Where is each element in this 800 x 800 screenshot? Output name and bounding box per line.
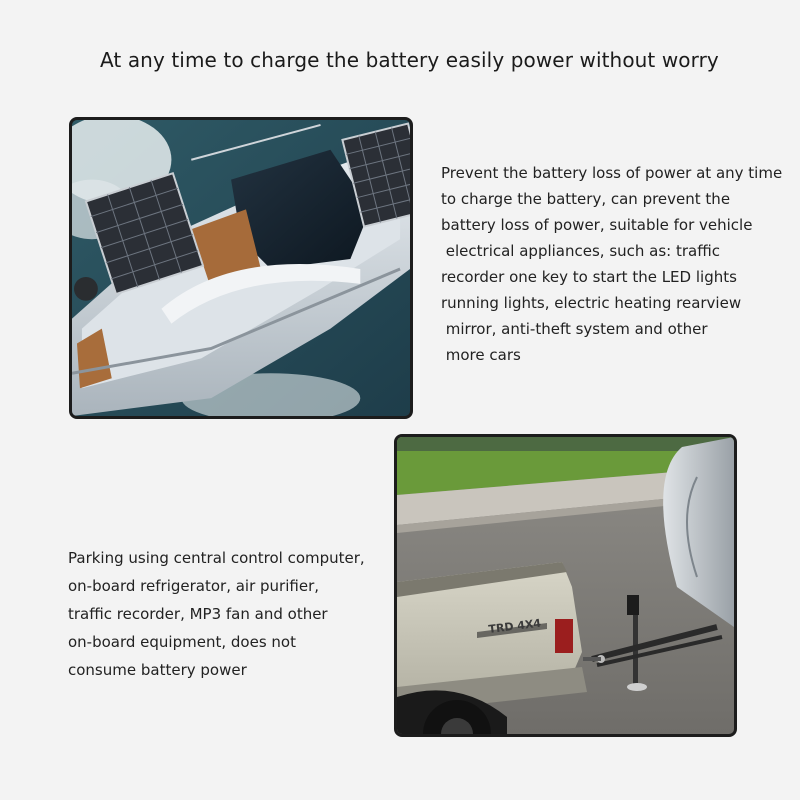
headline: At any time to charge the battery easily power without worry <box>100 48 719 72</box>
paragraph-parking-equipment <box>68 544 365 684</box>
paragraph-line: on-board equipment, does not <box>68 633 296 651</box>
paragraph-line: more cars <box>441 346 521 364</box>
paragraph-line: mirror, anti-theft system and other <box>441 320 708 338</box>
paragraph-line: recorder one key to start the LED lights <box>441 268 737 286</box>
paragraph-line: Prevent the battery loss of power at any time <box>441 164 783 182</box>
paragraph-line: to charge the battery, can prevent the <box>441 190 731 208</box>
paragraph-line: Parking using central control computer, <box>68 549 365 567</box>
truck-trailer-photo <box>394 434 737 737</box>
paragraph-battery-protection <box>441 160 782 368</box>
paragraph-line: traffic recorder, MP3 fan and other <box>68 605 328 623</box>
paragraph-line: on-board refrigerator, air purifier, <box>68 577 320 595</box>
paragraph-line: battery loss of power, suitable for vehicle <box>441 216 753 234</box>
paragraph-line: consume battery power <box>68 661 247 679</box>
boat-solar-panel-photo <box>69 117 413 419</box>
paragraph-line: running lights, electric heating rearview <box>441 294 742 312</box>
trd-4x4-badge: TRD 4X4 <box>487 616 542 636</box>
paragraph-line: electrical appliances, such as: traffic <box>441 242 720 260</box>
